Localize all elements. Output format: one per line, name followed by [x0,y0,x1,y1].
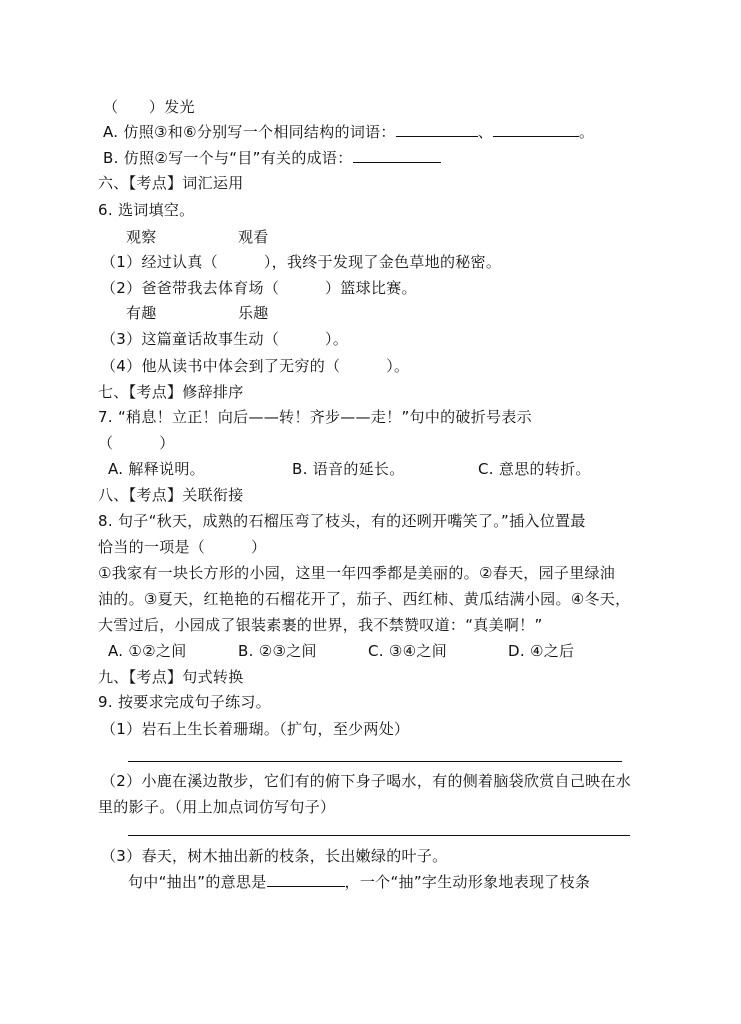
q6-title: 6. 选词填空。 [98,201,195,219]
q5-blank-3[interactable] [353,147,441,163]
q6-word-choice-2a: 有趣 [126,304,157,322]
q5-option-b [103,147,441,169]
q8-option-c[interactable]: C. ③④之间 [368,642,448,660]
q5-option-a [103,121,594,143]
q5-option-b-text: B. 仿照②写一个与“目”有关的成语： [103,149,353,167]
q6-word-choice-2b: 乐趣 [238,304,269,322]
q9-item-3: （3）春天，树木抽出新的枝条，长出嫩绿的叶子。 [101,847,448,865]
q7-option-a[interactable]: A. 解释说明。 [108,460,205,478]
q9-blank-meaning[interactable] [267,871,345,887]
q6-word-choice-1a: 观察 [126,228,157,246]
q9-item-3-sub [128,871,590,893]
q6-item-1: （1）经过认真（ ），我终于发现了金色草地的秘密。 [101,253,502,271]
q9-item-3-sub-b: ，一个“抽”字生动形象地表现了枝条 [344,873,591,891]
q6-item-3: （3）这篇童话故事生动（ ）。 [101,330,349,348]
q9-item-3-sub-a: 句中“抽出”的意思是 [128,873,267,891]
q8-passage-line-1: ①我家有一块长方形的小园，这里一年四季都是美丽的。②春天，园子里绿油 [98,564,616,582]
q5-option-a-text: A. 仿照③和⑥分别写一个相同结构的词语： [103,123,396,141]
q5-option-a-end: 。 [579,123,595,141]
q6-item-4: （4）他从读书中体会到了无穷的（ ）。 [101,357,410,375]
section-8-header: 八、【考点】关联衔接 [98,486,244,504]
q5-blank-1[interactable] [396,121,478,137]
section-6-header: 六、【考点】词汇运用 [98,174,244,192]
q9-item-1: （1）岩石上生长着珊瑚。（扩句，至少两处） [101,720,410,738]
section-9-header: 九、【考点】句式转换 [98,668,244,686]
q8-question-line-1: 8. 句子“秋天，成熟的石榴压弯了枝头，有的还咧开嘴笑了。”插入位置最 [98,512,586,530]
q9-item-2-line-1: （2）小鹿在溪边散步，它们有的俯下身子喝水，有的侧着脑袋欣赏自己映在水 [101,772,632,790]
q9-item-2-line-2: 里的影子。（用上加点词仿写句子） [98,798,336,816]
q7-title: 7. “稍息！立正！向后——转！齐步——走！”句中的破折号表示 [98,408,532,426]
q9-answer-line-2[interactable] [128,835,630,836]
q6-item-2: （2）爸爸带我去体育场（ ）篮球比赛。 [101,279,417,297]
q8-passage-line-2: 油的。③夏天，红艳艳的石榴花开了，茄子、西红柿、黄瓜结满小园。④冬天， [98,590,631,608]
q5-option-a-sep: 、 [477,123,494,141]
q8-passage-line-3: 大雪过后，小园成了银装素裹的世界，我不禁赞叹道：“真美啊！” [98,616,543,634]
q6-word-choice-1b: 观看 [238,228,269,246]
q9-answer-line-1[interactable] [128,761,622,762]
q8-option-d[interactable]: D. ④之后 [508,642,575,660]
q5-blank-2[interactable] [493,121,579,137]
q8-option-a[interactable]: A. ①②之间 [108,642,187,660]
q9-title: 9. 按要求完成句子练习。 [98,693,271,711]
q8-option-b[interactable]: B. ②③之间 [238,642,317,660]
q8-question-line-2: 恰当的一项是（ ） [98,538,267,556]
section-7-header: 七、【考点】修辞排序 [98,383,244,401]
q7-option-b[interactable]: B. 语音的延长。 [292,460,405,478]
q7-option-c[interactable]: C. 意思的转折。 [478,460,591,478]
q5-paren-line: （ ）发光 [103,98,195,116]
q7-paren: （ ） [98,434,175,452]
